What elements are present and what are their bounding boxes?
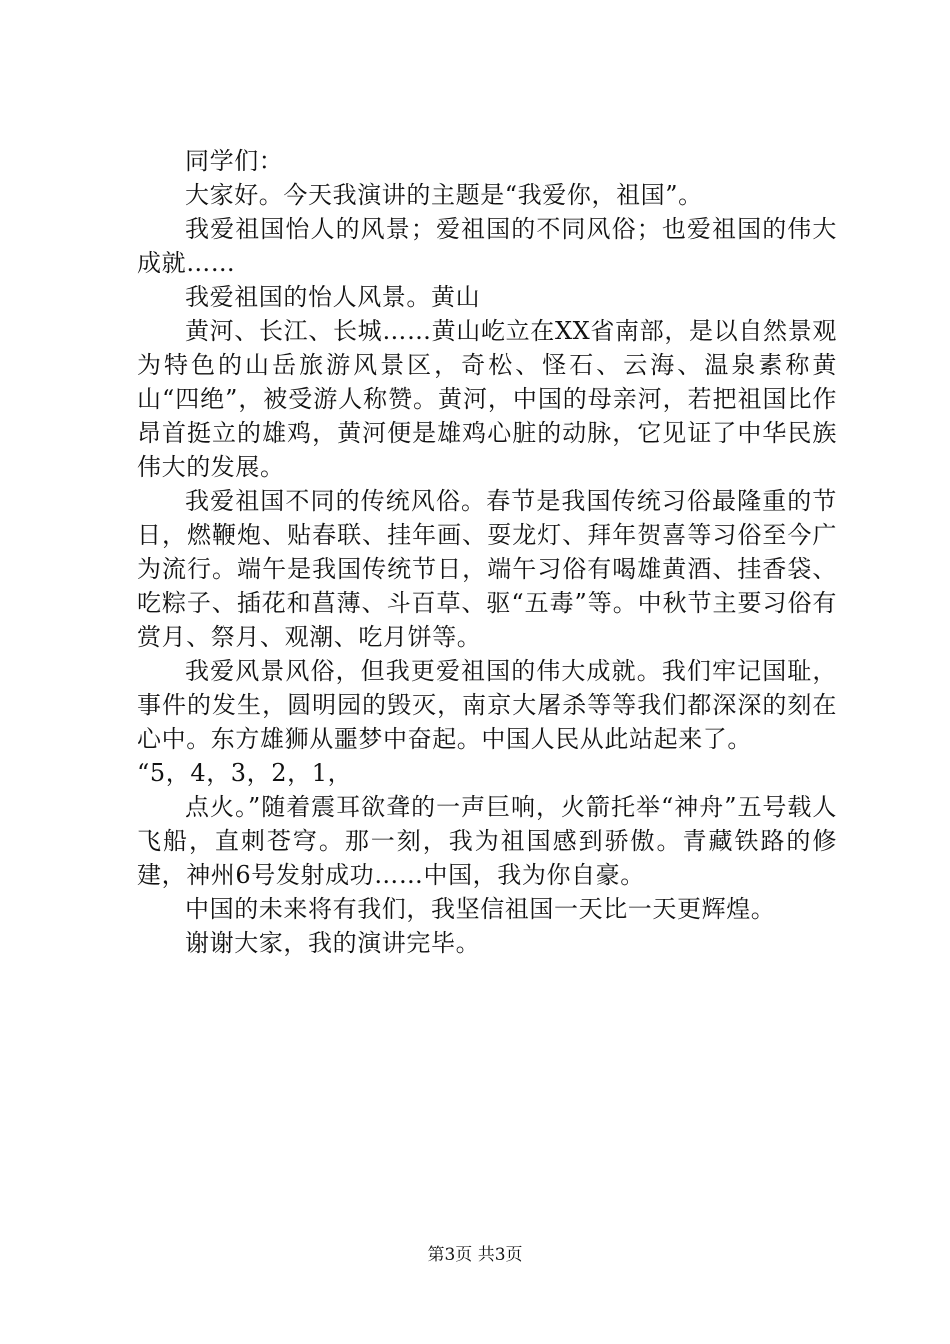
achievements-paragraph: 我爱风景风俗，但我更爱祖国的伟大成就。我们牢记国耻，事件的发生，圆明园的毁灭，南京大屠杀等等我们都深深的刻在心中。东方雄狮从噩梦中奋起。中国人民从此站起来了。	[137, 657, 837, 753]
countdown-paragraph: “5，4，3，2，1，	[137, 759, 353, 787]
scenery-heading-paragraph: 我爱祖国的怡人风景。黄山	[185, 283, 481, 311]
scenery-paragraph: 黄河、长江、长城……黄山屹立在XX省南部，是以自然景观为特色的山岳旅游风景区，奇松、怪石、云海、温泉素称黄山“四绝”，被受游人称赞。黄河，中国的母亲河，若把祖国比作昂首挺立的雄鸡，黄河便是雄鸡心脏的动脉，它见证了中华民族伟大的发展。	[137, 317, 837, 481]
future-paragraph: 中国的未来将有我们，我坚信祖国一天比一天更辉煌。	[185, 895, 776, 923]
page-number-footer: 第3页 共3页	[427, 1245, 523, 1265]
closing-paragraph: 谢谢大家，我的演讲完毕。	[185, 929, 481, 957]
launch-paragraph: 点火。”随着震耳欲聋的一声巨响，火箭托举“神舟”五号载人飞船，直刺苍穹。那一刻，我为祖国感到骄傲。青藏铁路的修建，神州6号发射成功……中国，我为你自豪。	[137, 793, 837, 889]
customs-paragraph: 我爱祖国不同的传统风俗。春节是我国传统习俗最隆重的节日，燃鞭炮、贴春联、挂年画、耍龙灯、拜年贺喜等习俗至今广为流行。端午是我国传统节日，端午习俗有喝雄黄酒、挂香袋、吃粽子、插花和菖薄、斗百草、驱“五毒”等。中秋节主要习俗有赏月、祭月、观潮、吃月饼等。	[137, 487, 837, 651]
greeting-paragraph: 同学们：	[185, 147, 284, 175]
intro-paragraph: 大家好。今天我演讲的主题是“我爱你，祖国”。	[185, 181, 703, 209]
overview-paragraph: 我爱祖国怡人的风景；爱祖国的不同风俗；也爱祖国的伟大成就……	[137, 215, 837, 277]
speech-body	[137, 144, 837, 960]
